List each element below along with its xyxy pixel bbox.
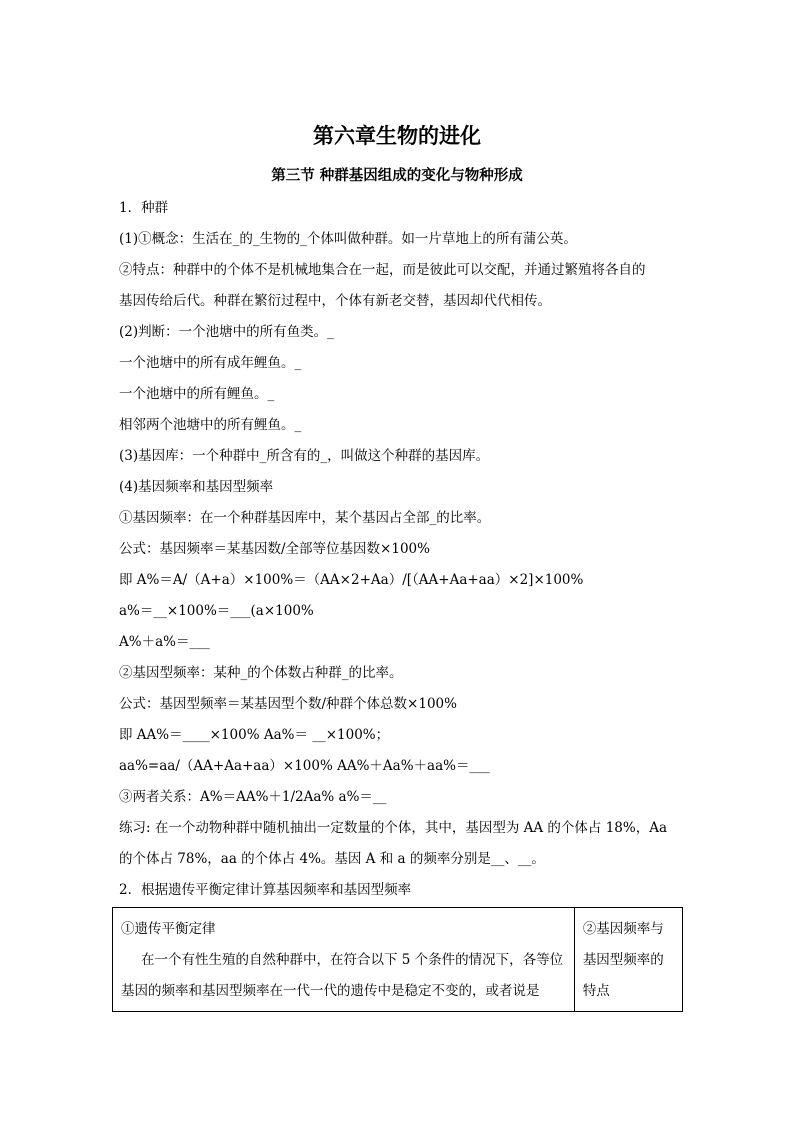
text-line: (1)①概念：生活在_的_生物的_个体叫做种群。如一片草地上的所有蒲公英。 bbox=[119, 231, 577, 247]
text-line: 一个池塘中的所有成年鲤鱼。_ bbox=[119, 355, 302, 371]
table-cell-text: 基因型频率的 bbox=[582, 952, 664, 968]
table-cell-features bbox=[574, 908, 682, 1012]
text-line: (3)基因库：一个种群中_所含有的_，叫做这个种群的基因库。 bbox=[119, 448, 490, 464]
text-line: 即 AA%＝____×100% Aa%＝ __×100%； bbox=[119, 727, 390, 743]
table-cell-text: 特点 bbox=[582, 983, 610, 999]
text-line: 即 A%＝A/（A+a）×100%＝（AA×2+Aa）/[（AA+Aa+aa）×2]×100% bbox=[119, 572, 584, 588]
text-line: ③两者关系：A%＝AA%＋1/2Aa% a%＝__ bbox=[119, 789, 387, 805]
text-line: ②特点：种群中的个体不是机械地集合在一起，而是彼此可以交配，并通过繁殖将各自的 bbox=[119, 262, 646, 278]
text-line: aa%=aa/（AA+Aa+aa）×100% AA%＋Aa%＋aa%＝___ bbox=[119, 758, 490, 774]
document-body bbox=[119, 193, 679, 906]
text-line: 的个体占 78%，aa 的个体占 4%。基因 A 和 a 的频率分别是__、__。 bbox=[119, 851, 545, 867]
text-line: (4)基因频率和基因型频率 bbox=[119, 479, 274, 495]
table-cell-text: 基因的频率和基因型频率在一代一代的遗传中是稳定不变的，或者说是 bbox=[121, 983, 540, 999]
table-cell-text: ②基因频率与 bbox=[582, 921, 664, 937]
chapter-title: 第六章生物的进化 bbox=[313, 123, 481, 148]
text-line: (2)判断：一个池塘中的所有鱼类。_ bbox=[119, 324, 334, 340]
text-line: 2．根据遗传平衡定律计算基因频率和基因型频率 bbox=[119, 882, 412, 898]
table-cell-law bbox=[113, 908, 575, 1012]
hardy-weinberg-table bbox=[112, 907, 683, 1012]
text-line: 基因传给后代。种群在繁衍过程中，个体有新老交替，基因却代代相传。 bbox=[119, 293, 551, 309]
text-line: a%＝__×100%＝___(a×100% bbox=[119, 603, 314, 619]
text-line: ②基因型频率：某种_的个体数占种群_的比率。 bbox=[119, 665, 403, 681]
text-line: A%＋a%＝___ bbox=[119, 634, 210, 650]
section-title: 第三节 种群基因组成的变化与物种形成 bbox=[271, 167, 523, 184]
text-line: 练习: 在一个动物种群中随机抽出一定数量的个体，其中，基因型为 AA 的个体占 18%，Aa bbox=[119, 820, 668, 836]
text-line: 1．种群 bbox=[119, 200, 169, 216]
table-cell-heading: ①遗传平衡定律 bbox=[121, 921, 216, 937]
table-cell-text: 在一个有性生殖的自然种群中，在符合以下 5 个条件的情况下，各等位 bbox=[141, 952, 564, 968]
text-line: 相邻两个池塘中的所有鲤鱼。_ bbox=[119, 417, 302, 433]
text-line: 公式：基因型频率＝某基因型个数/种群个体总数×100% bbox=[119, 696, 457, 712]
text-line: 一个池塘中的所有鲤鱼。_ bbox=[119, 386, 275, 402]
text-line: ①基因频率：在一个种群基因库中，某个基因占全部_的比率。 bbox=[119, 510, 491, 526]
text-line: 公式：基因频率＝某基因数/全部等位基因数×100% bbox=[119, 541, 430, 557]
